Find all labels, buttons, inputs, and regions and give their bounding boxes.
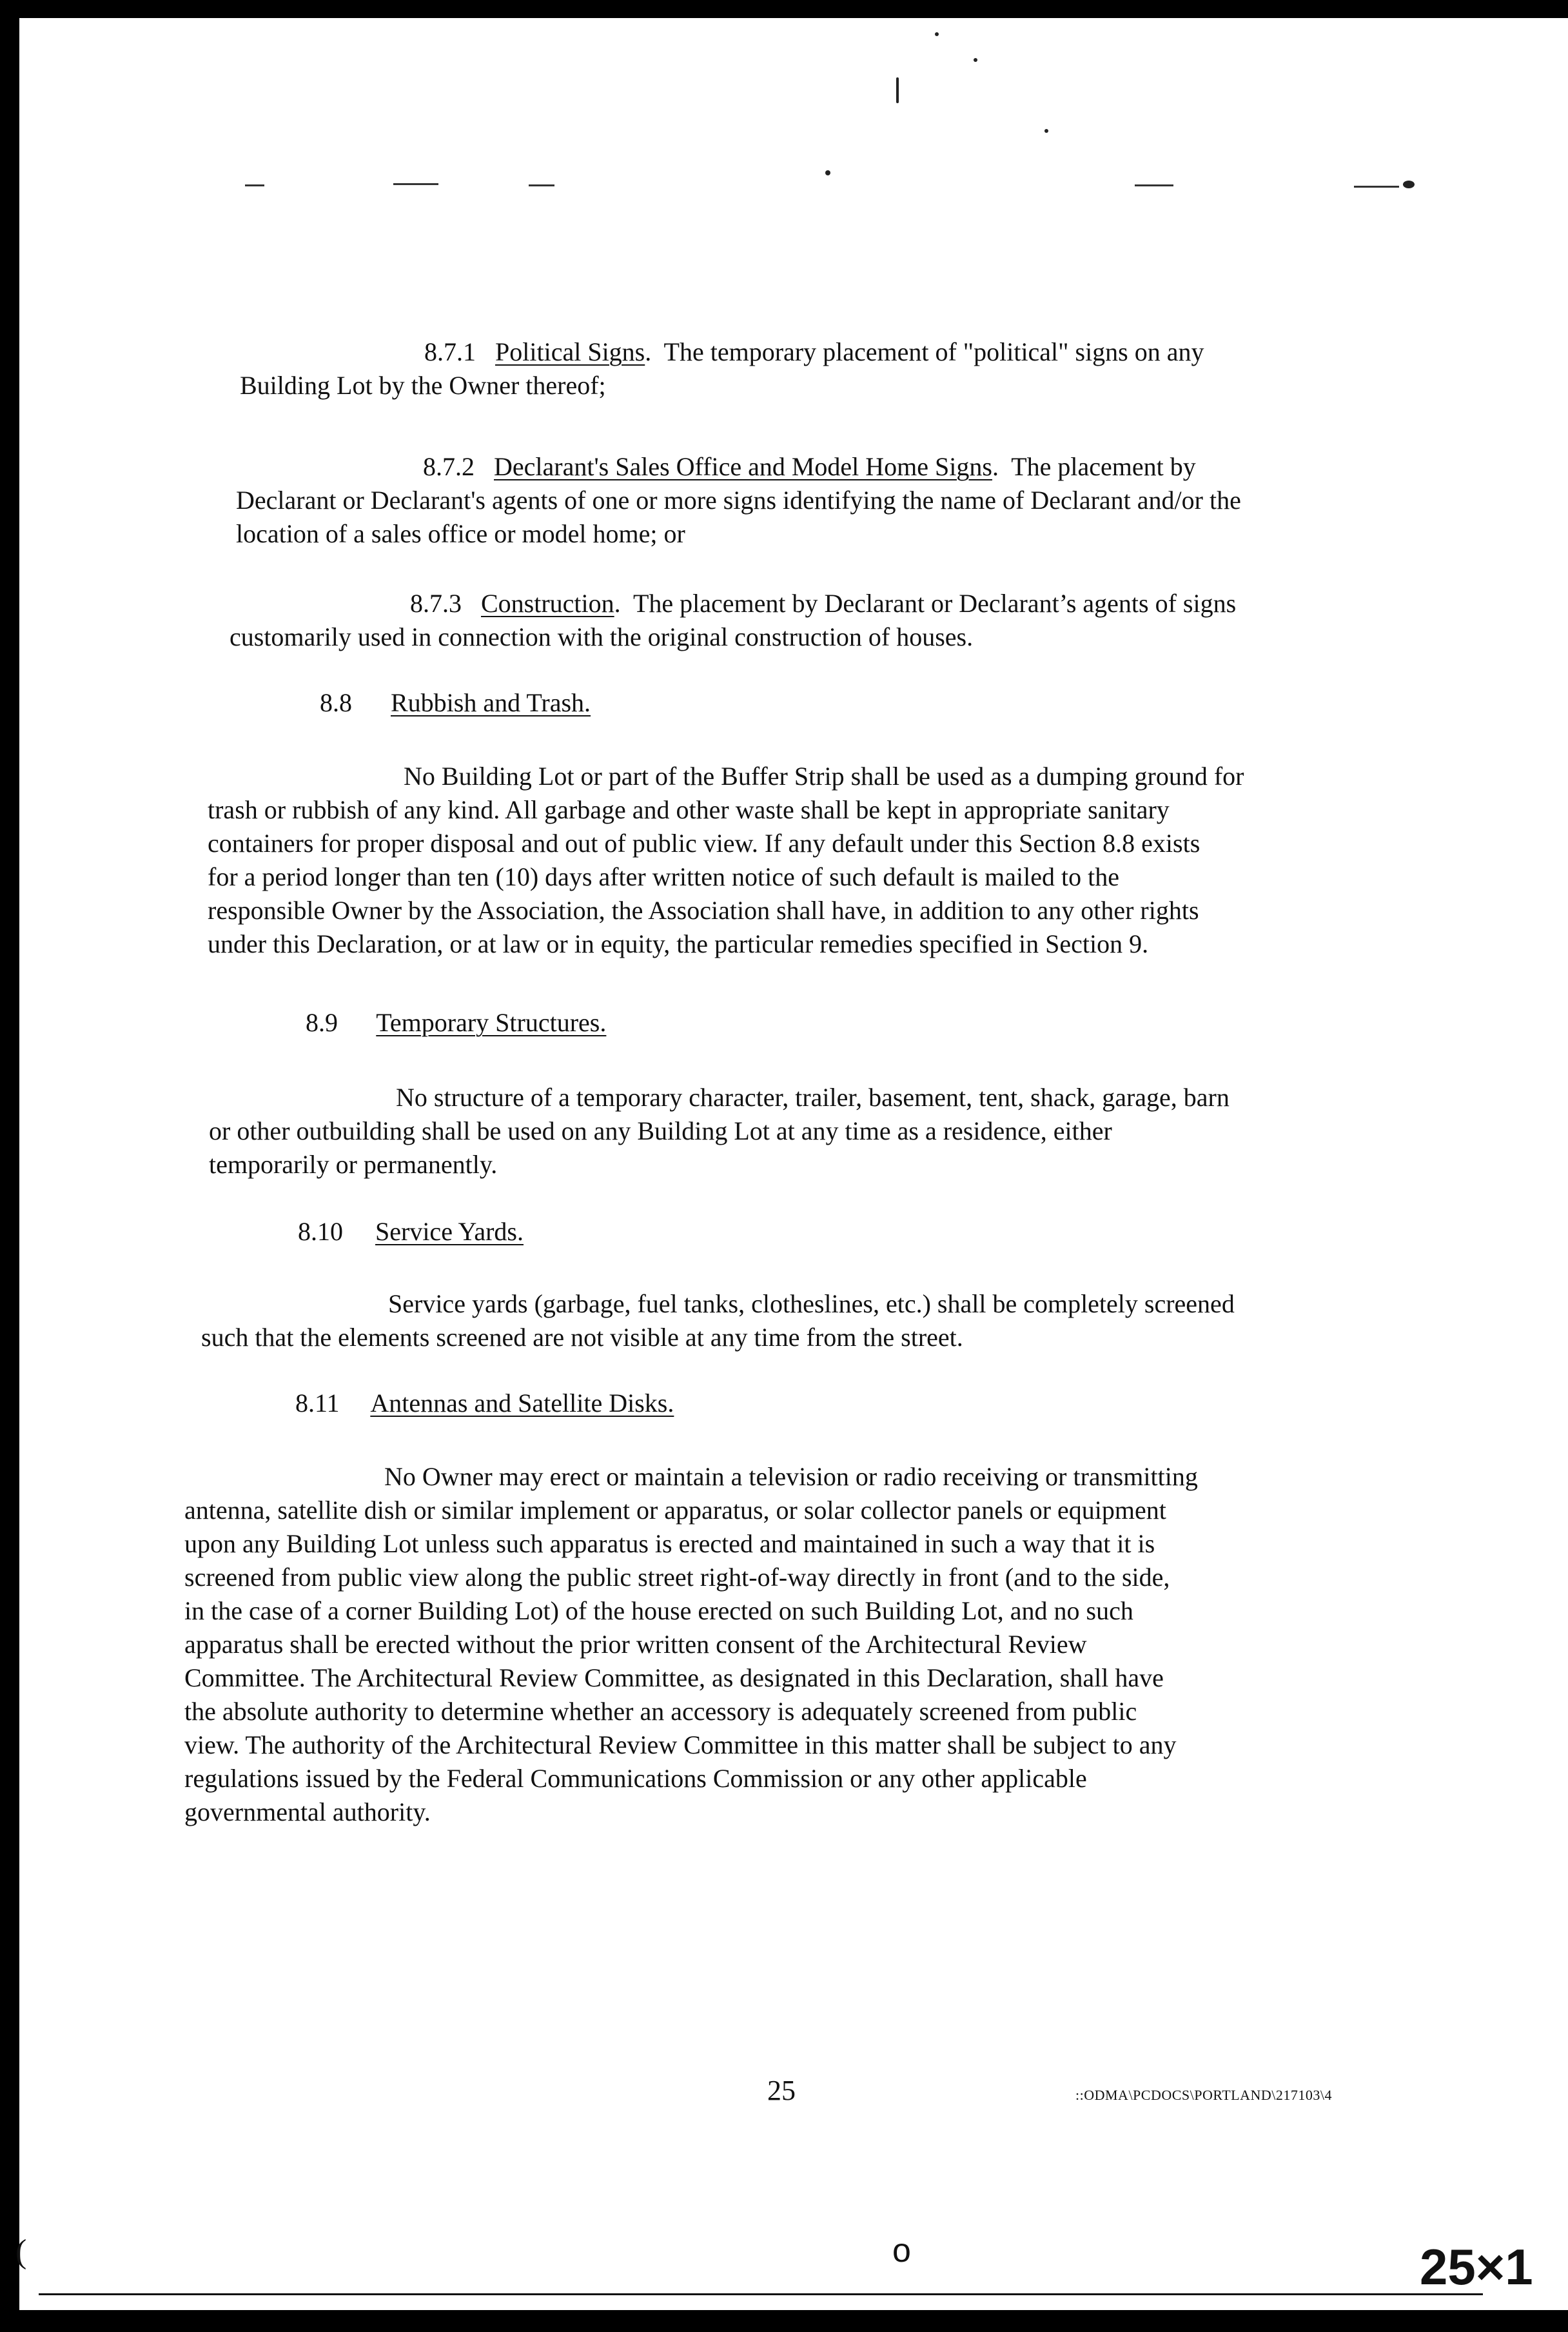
section-title: Temporary Structures. [376,1008,607,1037]
section-line: trash or rubbish of any kind. All garbage and other waste shall be kept in appropriate sanitary [208,795,1170,824]
section-8-8-heading [320,686,591,720]
scan-noise [1403,181,1415,188]
section-8-7-1: 8.7.1 Political Signs. The temporary placement of "political" signs on any Building Lot by the Owner thereof; [240,335,1204,402]
scan-bottom-rule [39,2293,1483,2295]
section-line: or other outbuilding shall be used on any Building Lot at any time as a residence, either [209,1116,1112,1145]
section-line: such that the elements screened are not visible at any time from the street. [201,1323,963,1352]
section-8-8-body [208,760,1244,961]
section-number: 8.8 [320,688,352,717]
section-number: 8.9 [306,1008,338,1037]
section-line: No structure of a temporary character, trailer, basement, tent, shack, garage, barn [396,1083,1230,1112]
section-line: Building Lot by the Owner thereof; [240,371,606,400]
section-title: Service Yards. [375,1217,524,1246]
section-8-10-heading [298,1215,524,1249]
section-number: 8.11 [295,1388,340,1418]
section-line: screened from public view along the public street right-of-way directly in front (and to the side, [184,1563,1170,1592]
scan-border-left [0,0,19,2332]
section-title: Construction [481,589,614,618]
section-line: The temporary placement of "political" signs on any [663,337,1204,366]
section-8-7-3: 8.7.3 Construction. The placement by Declarant or Declarant’s agents of signs customarily used in connection with the original construction of houses. [230,587,1236,654]
document-code: ::ODMA\PCDOCS\PORTLAND\217103\4 [1075,2087,1333,2103]
scan-stamp: 25×1 [1420,2238,1533,2295]
scan-border-left-stub [0,1902,9,1980]
section-8-9-body [209,1081,1230,1181]
section-8-11-heading [295,1387,674,1420]
section-line: The placement by [1011,452,1196,481]
scan-border-top [0,0,1568,18]
section-title: Rubbish and Trash. [391,688,591,717]
section-line: in the case of a corner Building Lot) of the house erected on such Building Lot, and no such [184,1596,1133,1625]
section-number: 8.7.2 [423,452,475,481]
scan-noise [1354,186,1399,188]
section-line: governmental authority. [184,1797,431,1826]
section-title: Antennas and Satellite Disks. [370,1388,674,1418]
section-number: 8.10 [298,1217,343,1246]
section-line: location of a sales office or model home; or [236,519,685,548]
section-line: customarily used in connection with the original construction of houses. [230,622,974,651]
scan-noise [1044,129,1048,133]
scan-mark-circle: o [892,2232,911,2269]
section-line: for a period longer than ten (10) days after written notice of such default is mailed to the [208,862,1119,891]
section-line: apparatus shall be erected without the prior written consent of the Architectural Review [184,1630,1087,1659]
scan-noise [825,170,830,175]
scan-noise [529,184,554,186]
section-title: Political Signs [495,337,645,366]
section-line: The placement by Declarant or Declarant’s agents of signs [632,589,1237,618]
scan-mark-paren: ( [15,2233,27,2270]
section-line: containers for proper disposal and out of public view. If any default under this Section 8.8 exists [208,829,1200,858]
section-8-11-body [184,1460,1198,1829]
section-line: No Owner may erect or maintain a television or radio receiving or transmitting [384,1462,1198,1491]
section-line: upon any Building Lot unless such apparatus is erected and maintained in such a way that it is [184,1529,1155,1558]
section-line: antenna, satellite dish or similar implement or apparatus, or solar collector panels or equipment [184,1496,1166,1525]
scan-noise [974,58,977,62]
section-line: responsible Owner by the Association, the Association shall have, in addition to any other rights [208,896,1199,925]
section-line: regulations issued by the Federal Communications Commission or any other applicable [184,1764,1087,1793]
section-line: the absolute authority to determine whether an accessory is adequately screened from public [184,1697,1137,1726]
section-line: Service yards (garbage, fuel tanks, clotheslines, etc.) shall be completely screened [388,1289,1235,1318]
scan-noise [896,77,899,103]
section-8-9-heading [306,1006,606,1040]
section-8-10-body [201,1287,1235,1354]
section-number: 8.7.3 [410,589,462,618]
page-number: 25 [767,2075,796,2106]
section-8-7-2: 8.7.2 Declarant's Sales Office and Model Home Signs. The placement by Declarant or Declarant's agents of one or more signs identifying the name of Declarant and/or the location of a sales office or model home; or [236,450,1241,551]
section-title: Declarant's Sales Office and Model Home Signs [494,452,992,481]
section-line: Committee. The Architectural Review Committee, as designated in this Declaration, shall have [184,1663,1164,1692]
section-line: under this Declaration, or at law or in equity, the particular remedies specified in Section 9. [208,929,1149,958]
section-line: temporarily or permanently. [209,1150,498,1179]
scan-noise [935,32,939,36]
scan-noise [393,183,438,185]
section-line: No Building Lot or part of the Buffer Strip shall be used as a dumping ground for [404,762,1244,791]
scan-noise [245,184,264,186]
scan-noise [1135,184,1173,186]
section-number: 8.7.1 [424,337,476,366]
scan-border-bottom [0,2310,1568,2332]
section-line: Declarant or Declarant's agents of one or more signs identifying the name of Declarant and/or the [236,486,1241,515]
section-line: view. The authority of the Architectural Review Committee in this matter shall be subject to any [184,1730,1177,1759]
